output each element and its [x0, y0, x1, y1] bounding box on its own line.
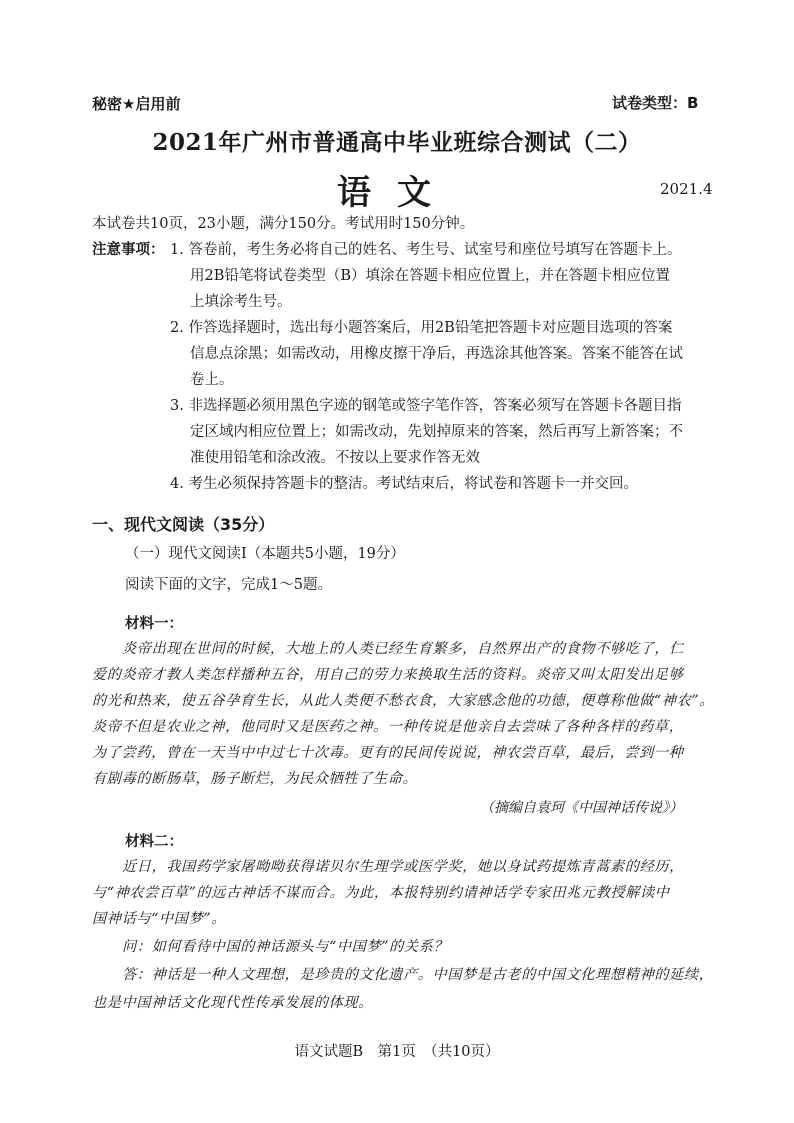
note-line: 2. 作答选择题时，选出每小题答案后，用2B铅笔把答题卡对应题目选项的答案: [170, 320, 673, 336]
note-line: 卷上。: [190, 372, 234, 388]
note-line: 3. 非选择题必须用黑色字迹的钢笔或签字笔作答，答案必须写在答题卡各题目指: [170, 398, 682, 414]
exam-date: 2021.4: [660, 180, 713, 198]
material2-line: 也是中国神话文化现代性传承发展的体现。: [92, 995, 373, 1011]
material2-title: 材料二：: [125, 834, 183, 850]
subject-title: 语文: [337, 173, 457, 213]
material2-line: 与“神农尝百草”的远古神话不谋而合。为此，本报特别约请神话学专家田兆元教授解读中: [92, 885, 670, 901]
note-line: 准使用铅笔和涂改液。不按以上要求作答无效: [190, 450, 480, 466]
exam-title: 2021年广州市普通高中毕业班综合测试（二）: [152, 129, 642, 156]
exam-info: 本试卷共10页，23小题，满分150分。考试用时150分钟。: [92, 216, 475, 232]
material1-line: 的光和热来，使五谷孕育生长，从此人类便不愁衣食，大家感念他的功德，便尊称他做“神农”。: [92, 693, 714, 709]
section-title: 一、现代文阅读（35分）: [92, 515, 275, 534]
note-line: 上填涂考生号。: [190, 294, 292, 310]
material1-title: 材料一：: [125, 616, 183, 632]
note-line: 1. 答卷前，考生务必将自己的姓名、考生号、试室号和座位号填写在答题卡上。: [170, 242, 682, 258]
material2-line: 国神话与“中国梦”。: [92, 911, 227, 927]
subsection-title: （一）现代文阅读Ⅰ（本题共5小题，19分）: [125, 546, 405, 562]
material1-line: 炎帝不但是农业之神，他同时又是医药之神。一种传说是他亲自去尝味了各种各样的药草，: [92, 719, 684, 735]
note-line: 4. 考生必须保持答题卡的整洁。考试结束后，将试卷和答题卡一并交回。: [170, 476, 638, 492]
material1-line: 炎帝出现在世间的时候，大地上的人类已经生育繁多，自然界出产的食物不够吃了，仁: [122, 641, 684, 657]
material2-line: 近日，我国药学家屠呦呦获得诺贝尔生理学或医学奖，她以身试药提炼青蒿素的经历，: [122, 859, 684, 875]
note-line: 定区域内相应位置上；如需改动，先划掉原来的答案，然后再写上新答案；不: [190, 424, 683, 440]
material2-line: 答：神话是一种人文理想，是珍贵的文化遗产。中国梦是古老的中国文化理想精神的延续，: [122, 967, 714, 983]
paper-type-label: 试卷类型：B: [612, 94, 699, 112]
material1-line: 有剧毒的断肠草，肠子断烂，为民众牺牲了生命。: [92, 771, 418, 787]
material2-line: 问：如何看待中国的神话源头与“中国梦”的关系？: [122, 939, 449, 955]
material1-citation: （摘编自袁珂《中国神话传说》）: [480, 800, 683, 816]
notes-label: 注意事项：: [92, 242, 165, 258]
material1-line: 爱的炎帝才教人类怎样播种五谷，用自己的劳力来换取生活的资料。炎帝又叫太阳发出足够: [92, 667, 684, 683]
note-line: 信息点涂黑；如需改动，用橡皮擦干净后，再选涂其他答案。答案不能答在试: [190, 346, 683, 362]
confidential-label: 秘密★启用前: [92, 95, 181, 113]
note-line: 用2B铅笔将试卷类型（B）填涂在答题卡相应位置上，并在答题卡相应位置: [190, 268, 671, 284]
material1-line: 为了尝药，曾在一天当中中过七十次毒。更有的民间传说说，神农尝百草，最后，尝到一种: [92, 745, 684, 761]
page-footer: 语文试题B 第1页 （共10页）: [294, 1044, 500, 1060]
reading-instruction: 阅读下面的文字，完成1～5题。: [125, 577, 332, 593]
